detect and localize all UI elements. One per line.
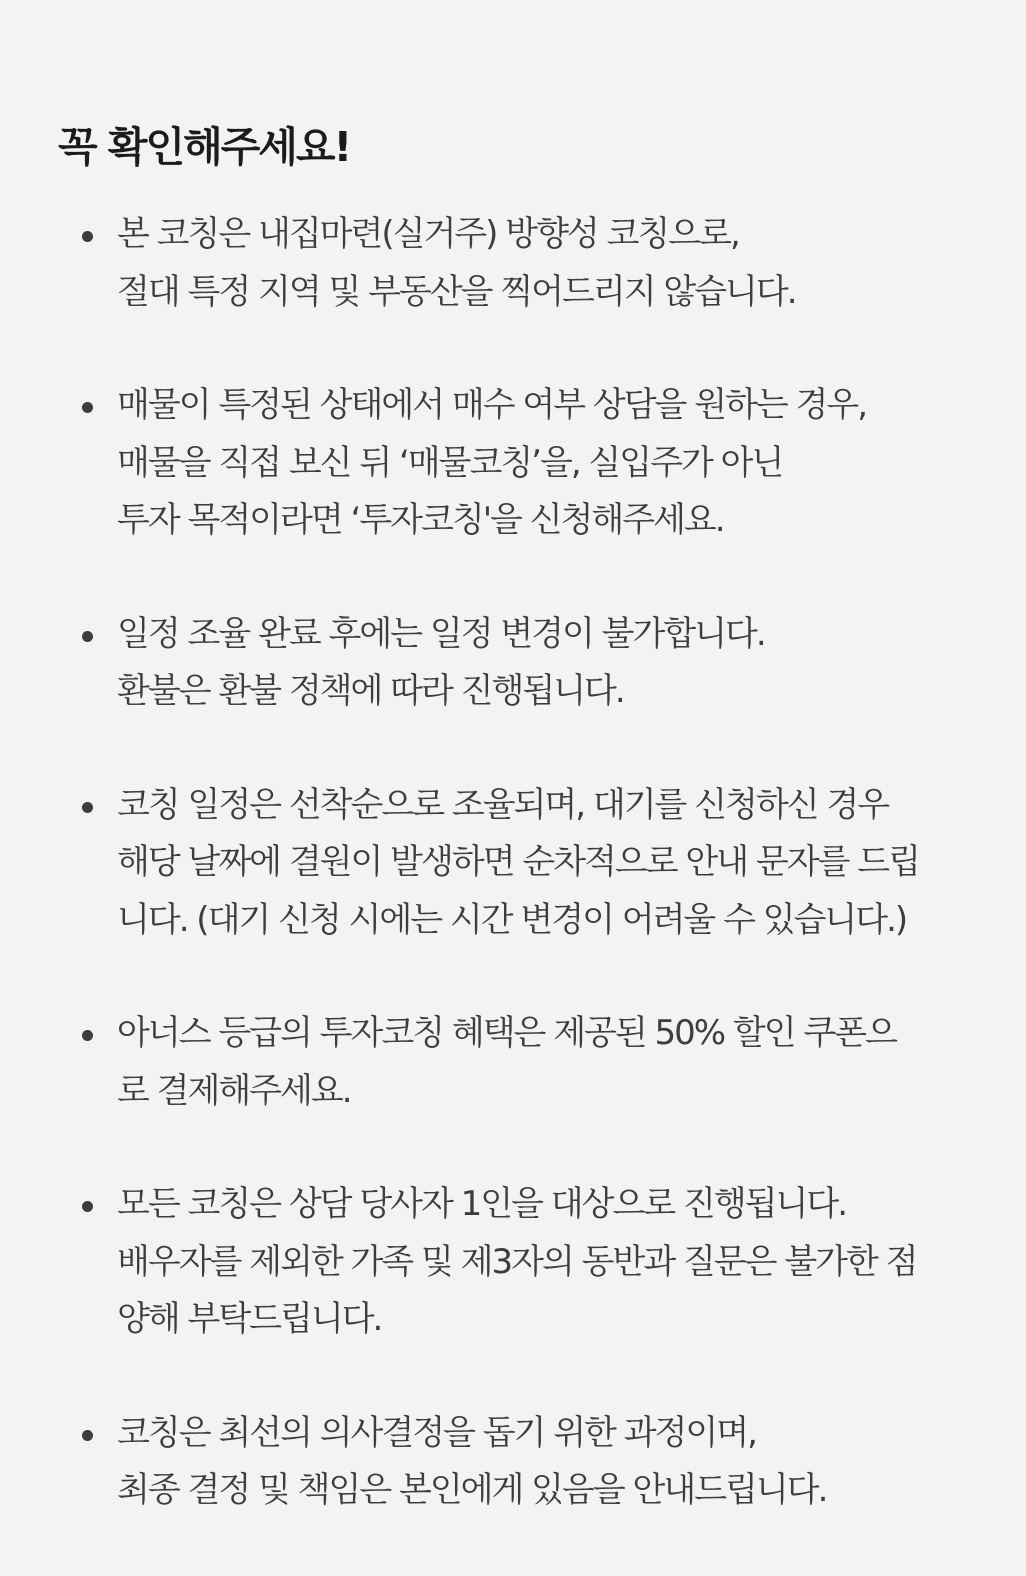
notice-item-6: [0, 1176, 919, 1349]
notice-text-line: 환불은 환불 정책에 따라 진행됩니다.: [117, 671, 624, 711]
bullet-icon: [82, 1430, 93, 1441]
notice-text-line: 아너스 등급의 투자코칭 혜택은 제공된 50% 할인 쿠폰으: [117, 1013, 896, 1053]
page-title: 꼭 확인해주세요!: [58, 123, 351, 171]
notice-item-1: [0, 206, 919, 321]
bullet-icon: [82, 1201, 93, 1212]
notice-text-line: 코칭 일정은 선착순으로 조율되며, 대기를 신청하신 경우: [117, 784, 889, 825]
notice-text-line: 일정 조율 완료 후에는 일정 변경이 불가합니다.: [117, 613, 765, 654]
notice-text-line: 로 결제해주세요.: [117, 1070, 351, 1111]
notice-text-line: 최종 결정 및 책임은 본인에게 있음을 안내드립니다.: [117, 1470, 827, 1510]
notice-item-2: [0, 377, 919, 550]
bullet-icon: [82, 402, 93, 413]
notice-text-line: 모든 코칭은 상담 당사자 1인을 대상으로 진행됩니다.: [117, 1184, 847, 1224]
notice-text-line: 코칭은 최선의 의사결정을 돕기 위한 과정이며,: [117, 1412, 756, 1453]
notice-item-4: [0, 777, 919, 950]
notice-text-line: 배우자를 제외한 가족 및 제3자의 동반과 질문은 불가한 점: [117, 1241, 917, 1282]
notice-text-line: 양해 부탁드립니다.: [117, 1299, 382, 1339]
bullet-icon: [82, 802, 93, 813]
notice-list: [0, 206, 919, 1576]
notice-text-line: 매물이 특정된 상태에서 매수 여부 상담을 원하는 경우,: [117, 385, 867, 425]
notice-item-7: [0, 1405, 919, 1520]
notice-text-line: 절대 특정 지역 및 부동산을 찍어드리지 않습니다.: [117, 271, 796, 312]
notice-text-line: 본 코칭은 내집마련(실거주) 방향성 코칭으로,: [117, 214, 739, 254]
notice-item-5: [0, 1005, 919, 1120]
bullet-icon: [82, 231, 93, 242]
bullet-icon: [82, 1030, 93, 1041]
notice-item-3: [0, 606, 919, 721]
bullet-icon: [82, 631, 93, 642]
notice-text-line: 해당 날짜에 결원이 발생하면 순차적으로 안내 문자를 드립: [117, 842, 919, 882]
notice-text-line: 니다. (대기 신청 시에는 시간 변경이 어려울 수 있습니다.): [117, 899, 907, 940]
notice-text-line: 투자 목적이라면 ‘투자코칭'을 신청해주세요.: [117, 500, 724, 540]
notice-text-line: 매물을 직접 보신 뒤 ‘매물코칭’을, 실입주가 아닌: [117, 442, 783, 483]
